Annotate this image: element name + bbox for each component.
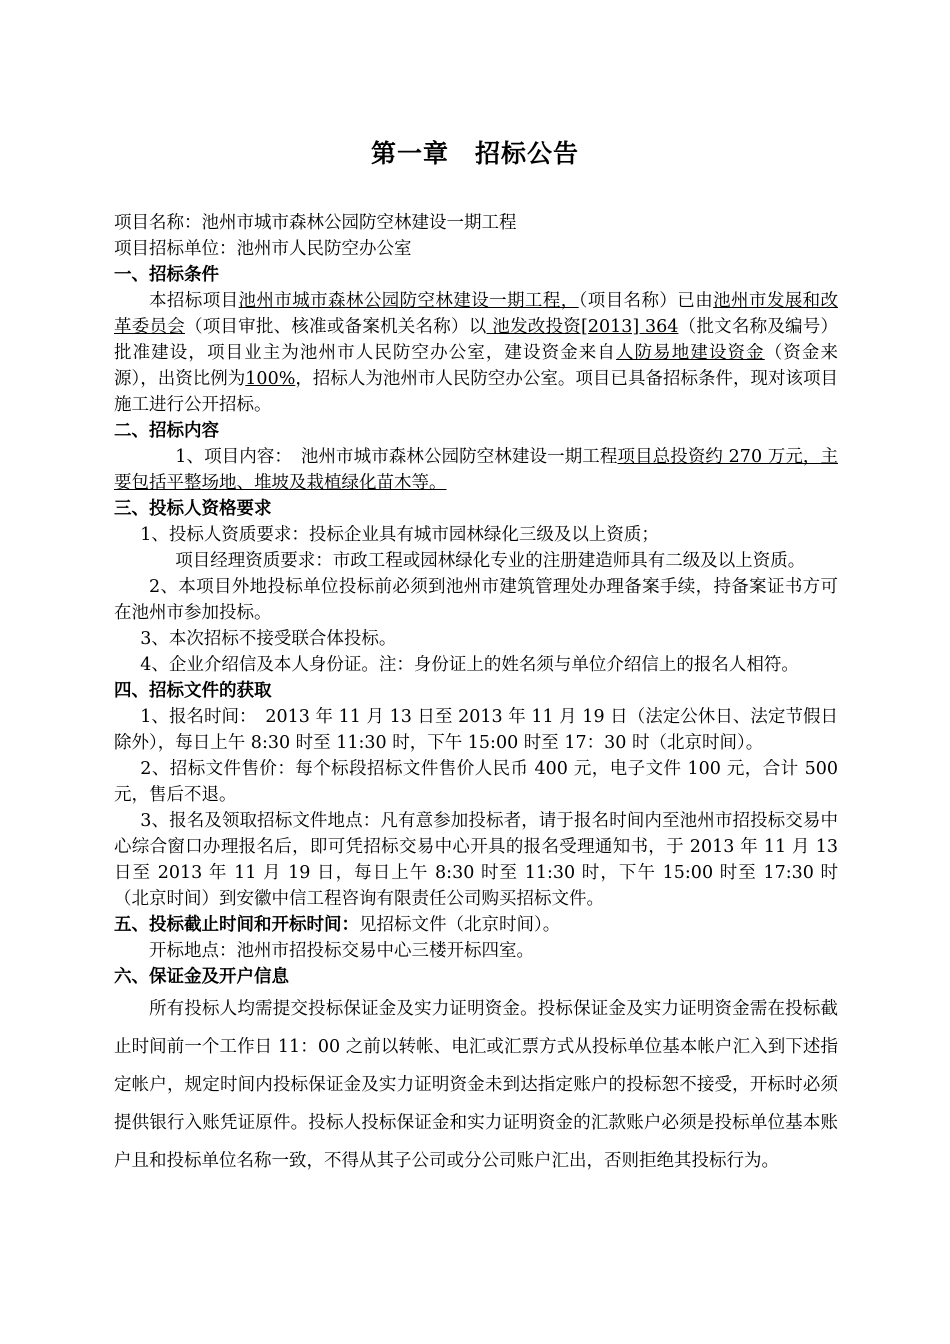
filing-requirement: 2、本项目外地投标单位投标前必须到池州市建筑管理处办理备案手续，持备案证书方可在池州市参加投标。 (114, 577, 838, 623)
document-body (114, 210, 838, 1180)
section-6-heading: 六、保证金及开户信息 (114, 967, 289, 987)
text: 1、项目内容： 池州市城市森林公园防空林建设一期工程 (175, 447, 618, 467)
project-name-underlined: 池州市城市森林公园防空林建设一期工程， (238, 291, 579, 311)
approval-authority: 池州市发展和改革委员会 (114, 291, 839, 337)
section-5-heading-rest: 见招标文件（北京时间）。 (359, 915, 561, 935)
chapter-title: 第一章 招标公告 (370, 139, 579, 168)
deposit-block (114, 990, 838, 1180)
text: ，招标人为池州市人民防空办公室。项目已具备招标条件，现对该项目施工进行公开招标。 (114, 369, 838, 415)
deposit-paragraph: 所有投标人均需提交投标保证金及实力证明资金。投标保证金及实力证明资金需在投标截止时间前一个工作日 11：00 之前以转帐、电汇或汇票方式从投标单位基本帐户汇入到下述指定帐户，规定时间内投标保证金及实力证明资金未到达指定账户的投标恕不接受，开标时必须提供银行入账凭证原件。投标人投标保证金和实力证明资金的汇款账户必须是投标单位基本账户且和投标单位名称一致，不得从其子公司或分公司账户汇出，否则拒绝其投标行为。 (114, 999, 838, 1171)
section-5-line (114, 912, 838, 938)
fund-ratio: 100% (245, 369, 296, 389)
document-price: 2、招标文件售价：每个标段招标文件售价人民币 400 元，电子文件 100 元，合计 500 元，售后不退。 (114, 759, 838, 805)
text: （批文名称及编号）批准建设，项目业主为池州市人民防空办公室，建设资金来自 (114, 317, 839, 363)
approval-number: 池发改投资[2013] 364 (486, 317, 679, 337)
section-5-heading: 五、投标截止时间和开标时间： (114, 915, 359, 935)
section-4-heading: 四、招标文件的获取 (114, 681, 272, 701)
text: （项目审批、核准或备案机关名称）以 (184, 317, 487, 337)
bidder-qualification: 1、投标人资质要求：投标企业具有城市园林绿化三级及以上资质； (140, 525, 659, 545)
consortium-note: 3、本次招标不接受联合体投标。 (140, 629, 397, 649)
text: （资金来源），出资比例为 (114, 343, 839, 389)
text: 本招标项目 (149, 291, 239, 311)
section-1-heading: 一、招标条件 (114, 265, 219, 285)
registration-location: 3、报名及领取招标文件地点：凡有意参加投标者，请于报名时间内至池州市招投标交易中心综合窗口办理报名后，即可凭招标交易中心开具的报名受理通知书，于 2013 年 11 月 13 日至 2013 年 11 月 19 日，每日上午 8:30 时至 11:30 时，下午 15:00 时至 17:30 时（北京时间）到安徽中信工程咨询有限责任公司购买招标文件。 (114, 811, 838, 909)
section-2-heading: 二、招标内容 (114, 421, 219, 441)
investment-summary: 项目总投资约 270 万元，主要包括平整场地、堆坡及栽植绿化苗木等。 (114, 447, 839, 493)
registration-time: 1、报名时间： 2013 年 11 月 13 日至 2013 年 11 月 19 日（法定公休日、法定节假日除外），每日上午 8:30 时至 11:30 时，下午 15:00 时至 17：30 时（北京时间）。 (114, 707, 838, 753)
id-requirement: 4、企业介绍信及本人身份证。注：身份证上的姓名须与单位介绍信上的报名人相符。 (140, 655, 799, 675)
opening-location: 开标地点：池州市招投标交易中心三楼开标四室。 (149, 941, 534, 961)
project-name: 项目名称：池州市城市森林公园防空林建设一期工程 (114, 213, 517, 233)
section-3-heading: 三、投标人资格要求 (114, 499, 272, 519)
tender-unit: 项目招标单位：池州市人民防空办公室 (114, 239, 412, 259)
section-2-paragraph (114, 444, 838, 496)
section-1-paragraph (114, 288, 838, 418)
fund-source: 人防易地建设资金 (616, 343, 765, 363)
text: （项目名称）已由 (578, 291, 714, 311)
manager-qualification: 项目经理资质要求：市政工程或园林绿化专业的注册建造师具有二级及以上资质。 (175, 551, 806, 571)
